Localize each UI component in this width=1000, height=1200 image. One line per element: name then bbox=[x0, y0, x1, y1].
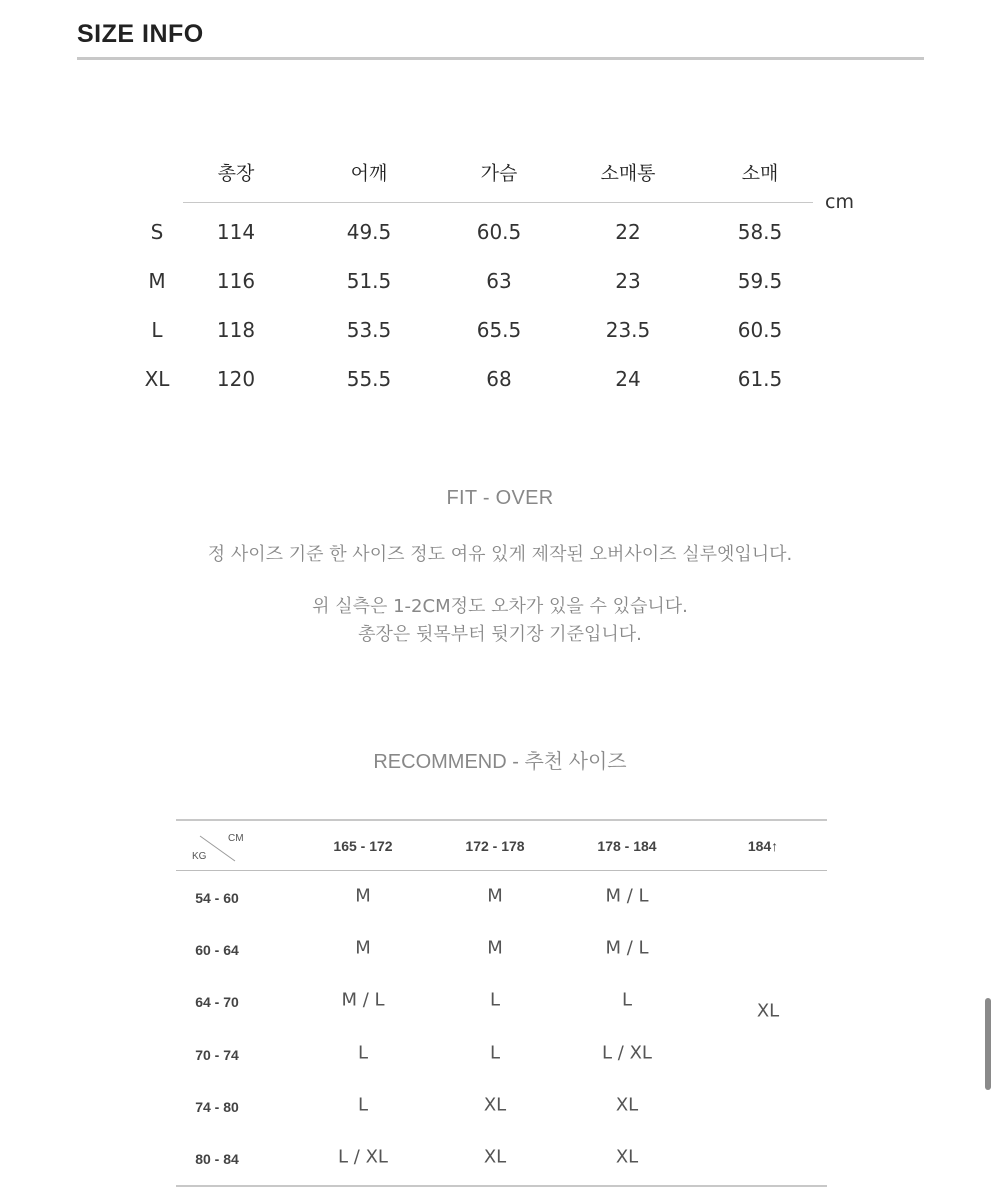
size-table-cell: 53.5 bbox=[346, 318, 392, 342]
size-table-cell: 22 bbox=[615, 220, 641, 244]
recommend-row-label: 80 - 84 bbox=[195, 1151, 239, 1167]
recommend-row-label: 74 - 80 bbox=[195, 1099, 239, 1115]
size-column-header: 가슴 bbox=[480, 162, 518, 185]
size-table-cell: 61.5 bbox=[737, 367, 783, 391]
recommend-column-header: 178 - 184 bbox=[597, 838, 657, 854]
recommend-table-cell: XL bbox=[615, 1094, 639, 1116]
recommend-row-label: 70 - 74 bbox=[195, 1047, 239, 1063]
size-table-cell: 65.5 bbox=[476, 318, 522, 342]
size-table-cell: 116 bbox=[216, 269, 256, 293]
size-table-cell: 24 bbox=[615, 367, 641, 391]
measurement-note: 위 실측은 1-2CM정도 오차가 있을 수 있습니다. bbox=[312, 596, 688, 617]
recommend-column-header: 184↑ bbox=[747, 838, 779, 854]
recommend-row-label: 54 - 60 bbox=[195, 890, 239, 906]
size-table-cell: 68 bbox=[486, 367, 512, 391]
recommend-table-cell: M bbox=[355, 937, 371, 959]
length-note: 총장은 뒷목부터 뒷기장 기준입니다. bbox=[358, 624, 642, 645]
recommend-table-cell: L bbox=[357, 1042, 369, 1064]
size-row-label: M bbox=[148, 269, 166, 293]
recommend-table-cell: M / L bbox=[341, 989, 385, 1011]
recommend-table-cell: L / XL bbox=[602, 1042, 652, 1064]
recommend-table-cell: XL bbox=[483, 1146, 507, 1168]
size-table-cell: 55.5 bbox=[346, 367, 392, 391]
recommend-table-cell: L / XL bbox=[338, 1146, 388, 1168]
recommend-table-cell: XL bbox=[615, 1146, 639, 1168]
size-column-header: 소매 bbox=[741, 162, 779, 185]
size-row-label: XL bbox=[144, 367, 170, 391]
size-table-divider bbox=[183, 202, 813, 203]
recommend-table-cell: M bbox=[487, 937, 503, 959]
size-table-cell: 59.5 bbox=[737, 269, 783, 293]
scrollbar[interactable] bbox=[985, 998, 991, 1090]
recommend-table-cell: M bbox=[355, 885, 371, 907]
size-table-cell: 58.5 bbox=[737, 220, 783, 244]
size-table-cell: 60.5 bbox=[476, 220, 522, 244]
recommend-title: RECOMMEND - 추천 사이즈 bbox=[373, 751, 627, 773]
size-table-cell: 49.5 bbox=[346, 220, 392, 244]
recommend-table-cell: L bbox=[621, 989, 633, 1011]
size-table-cell: 60.5 bbox=[737, 318, 783, 342]
size-table-cell: 63 bbox=[486, 269, 512, 293]
recommend-table-cell: M / L bbox=[605, 937, 649, 959]
recommend-table-cell: L bbox=[489, 989, 501, 1011]
recommend-table-bottom-rule bbox=[176, 1185, 827, 1187]
corner-kg-label: KG bbox=[192, 851, 207, 862]
recommend-row-label: 64 - 70 bbox=[195, 994, 239, 1010]
size-column-header: 어깨 bbox=[350, 162, 388, 185]
size-column-header: 총장 bbox=[217, 162, 255, 185]
size-table-cell: 23 bbox=[615, 269, 641, 293]
size-column-header: 소매통 bbox=[600, 162, 656, 185]
size-table-cell: 114 bbox=[216, 220, 256, 244]
fit-title: FIT - OVER bbox=[446, 487, 554, 509]
recommend-column-header: 172 - 178 bbox=[465, 838, 525, 854]
size-table-cell: 120 bbox=[216, 367, 256, 391]
recommend-row-label: 60 - 64 bbox=[195, 942, 239, 958]
recommend-table-cell: L bbox=[357, 1094, 369, 1116]
recommend-table-top-rule bbox=[176, 819, 827, 821]
corner-cm-label: CM bbox=[228, 833, 244, 844]
recommend-table-cell: M / L bbox=[605, 885, 649, 907]
recommend-table-header-rule bbox=[176, 870, 827, 871]
unit-label: cm bbox=[825, 191, 854, 213]
fit-description: 정 사이즈 기준 한 사이즈 정도 여유 있게 제작된 오버사이즈 실루엣입니다. bbox=[207, 544, 793, 565]
recommend-table-cell: L bbox=[489, 1042, 501, 1064]
size-table-cell: 23.5 bbox=[605, 318, 651, 342]
recommend-column-header: 165 - 172 bbox=[333, 838, 393, 854]
size-row-label: L bbox=[151, 318, 163, 342]
size-table-cell: 118 bbox=[216, 318, 256, 342]
recommend-table-cell: XL bbox=[483, 1094, 507, 1116]
recommend-merged-cell: XL bbox=[756, 1000, 780, 1022]
recommend-table-cell: M bbox=[487, 885, 503, 907]
size-table-cell: 51.5 bbox=[346, 269, 392, 293]
size-row-label: S bbox=[150, 220, 164, 244]
page-title: SIZE INFO bbox=[77, 20, 204, 48]
